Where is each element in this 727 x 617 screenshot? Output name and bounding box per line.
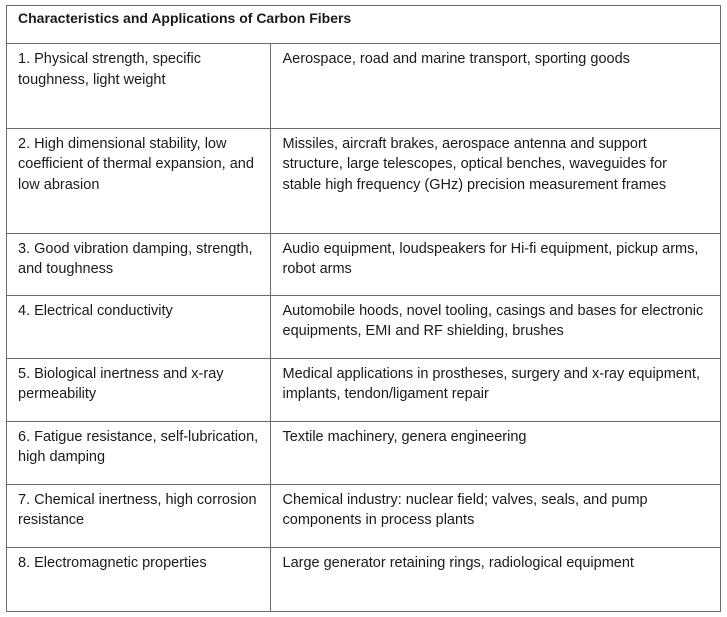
applications-cell: Audio equipment, loudspeakers for Hi-fi equipment, pickup arms, robot arms: [270, 233, 720, 295]
characteristics-table: [7, 44, 720, 611]
carbon-fiber-table: [6, 5, 721, 612]
applications-cell: Medical applications in prostheses, surgery and x-ray equipment, implants, tendon/ligament repair: [270, 358, 720, 421]
applications-cell: Textile machinery, genera engineering: [270, 421, 720, 484]
characteristic-cell: 1. Physical strength, specific toughness, light weight: [7, 44, 270, 128]
characteristic-cell: 7. Chemical inertness, high corrosion resistance: [7, 484, 270, 547]
applications-cell: Aerospace, road and marine transport, sporting goods: [270, 44, 720, 128]
applications-cell: Large generator retaining rings, radiological equipment: [270, 547, 720, 611]
applications-cell: Missiles, aircraft brakes, aerospace antenna and support structure, large telescopes, optical benches, waveguides for stable high frequency (GHz) precision measurement frames: [270, 128, 720, 233]
applications-cell: Automobile hoods, novel tooling, casings and bases for electronic equipments, EMI and RF shielding, brushes: [270, 295, 720, 358]
table-row: [7, 44, 720, 128]
table-row: [7, 128, 720, 233]
characteristic-cell: 5. Biological inertness and x-ray permeability: [7, 358, 270, 421]
table-row: [7, 547, 720, 611]
characteristic-cell: 6. Fatigue resistance, self-lubrication, high damping: [7, 421, 270, 484]
table-row: [7, 295, 720, 358]
table-title: Characteristics and Applications of Carbon Fibers: [7, 6, 720, 44]
table-row: [7, 421, 720, 484]
table-row: [7, 484, 720, 547]
characteristic-cell: 8. Electromagnetic properties: [7, 547, 270, 611]
characteristic-cell: 4. Electrical conductivity: [7, 295, 270, 358]
table-row: [7, 233, 720, 295]
table-row: [7, 358, 720, 421]
characteristic-cell: 3. Good vibration damping, strength, and toughness: [7, 233, 270, 295]
applications-cell: Chemical industry: nuclear field; valves, seals, and pump components in process plants: [270, 484, 720, 547]
characteristic-cell: 2. High dimensional stability, low coefficient of thermal expansion, and low abrasion: [7, 128, 270, 233]
